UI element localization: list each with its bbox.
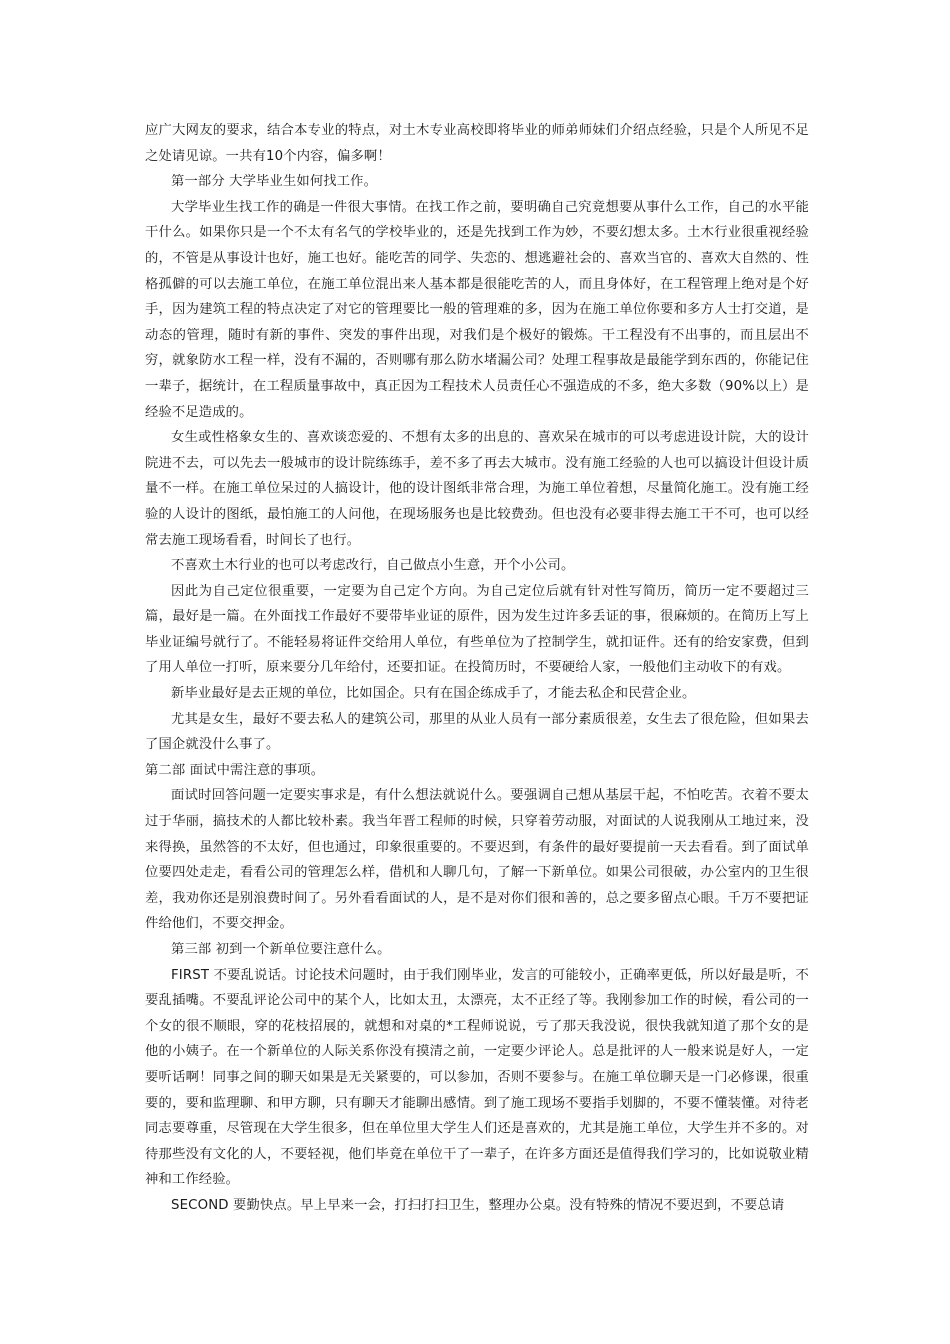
paragraph: 尤其是女生，最好不要去私人的建筑公司，那里的从业人员有一部分素质很差，女生去了很危险，但如果去了国企就没什么事了。 [145, 711, 809, 753]
paragraph: 不喜欢土木行业的也可以考虑改行，自己做点小生意，开个小公司。 [171, 558, 575, 574]
paragraph: 女生或性格象女生的、喜欢谈恋爱的、不想有太多的出息的、喜欢呆在城市的可以考虑进设计院，大的设计院进不去，可以先去一般城市的设计院练练手，差不多了再去大城市。没有施工经验的人也可以搞设计但设计质量不一样。在施工单位呆过的人搞设计，他的设计图纸非常合理，为施工单位着想，尽量简化施工。没有施工经验的人设计的图纸，最怕施工的人问他，在现场服务也是比较费劲。但也没有必要非得去施工干不可，也可以经常去施工现场看看，时间长了也行。 [145, 430, 809, 548]
paragraph: 因此为自己定位很重要，一定要为自己定个方向。为自己定位后就有针对性写简历，简历一定不要超过三篇，最好是一篇。在外面找工作最好不要带毕业证的原件，因为发生过许多丢证的事，很麻烦的。在简历上写上毕业证编号就行了。不能轻易将证件交给用人单位，有些单位为了控制学生，就扣证件。还有的给安家费，但到了用人单位一打听，原来要分几年给付，还要扣证。在投简历时，不要硬给人家，一般他们主动收下的有戏。 [145, 583, 809, 676]
paragraph: 面试时回答问题一定要实事求是，有什么想法就说什么。要强调自己想从基层干起，不怕吃苦。衣着不要太过于华丽，搞技术的人都比较朴素。我当年晋工程师的时候，只穿着劳动服，对面试的人说我刚从工地过来，没来得换，虽然答的不太好，但也通过，印象很重要的。不要迟到，有条件的最好要提前一天去看看。到了面试单位要四处走走，看看公司的管理怎么样，借机和人聊几句，了解一下新单位。如果公司很破，办公室内的卫生很差，我劝你还是别浪费时间了。另外看看面试的人，是不是对你们很和善的，总之要多留点心眼。千万不要把证件给他们，不要交押金。 [145, 788, 809, 932]
document-page [145, 118, 809, 1219]
section-heading-part-3: 第三部 初到一个新单位要注意什么。 [171, 942, 391, 957]
paragraph-second: SECOND 要勤快点。早上早来一会，打扫打扫卫生，整理办公桌。没有特殊的情况不要迟到，不要总请 [171, 1197, 785, 1213]
paragraph-intro: 应广大网友的要求，结合本专业的特点，对土木专业高校即将毕业的师弟师妹们介绍点经验，只是个人所见不足之处请见谅。一共有10个内容，偏多啊！ [145, 123, 809, 164]
paragraph: 新毕业最好是去正规的单位，比如国企。只有在国企练成手了，才能去私企和民营企业。 [171, 686, 696, 702]
paragraph: 大学毕业生找工作的确是一件很大事情。在找工作之前，要明确自己究竟想要从事什么工作，自己的水平能干什么。如果你只是一个不太有名气的学校毕业的，还是先找到工作为妙，不要幻想太多。土木行业很重视经验的，不管是从事设计也好，施工也好。能吃苦的同学、失恋的、想逃避社会的、喜欢当官的、喜欢大自然的、性格孤僻的可以去施工单位，在施工单位混出来人基本都是很能吃苦的人，而且身体好，在工程管理上绝对是个好手，因为建筑工程的特点决定了对它的管理要比一般的管理难的多，因为在施工单位你要和多方人士打交道，是动态的管理，随时有新的事件、突发的事件出现，对我们是个极好的锻炼。干工程没有不出事的，而且层出不穷，就象防水工程一样，没有不漏的，否则哪有那么防水堵漏公司？处理工程事故是最能学到东西的，你能记住一辈子，据统计，在工程质量事故中，真正因为工程技术人员责任心不强造成的不多，绝大多数（90%以上）是经验不足造成的。 [145, 199, 809, 420]
section-heading-part-2: 第二部 面试中需注意的事项。 [145, 762, 325, 778]
paragraph-first: FIRST 不要乱说话。讨论技术问题时，由于我们刚毕业，发言的可能较小，正确率更低，所以好最是听，不要乱插嘴。不要乱评论公司中的某个人，比如太丑，太漂亮，太不正经了等。我刚参加工作的时候，看公司的一个女的很不顺眼，穿的花枝招展的，就想和对桌的*工程师说说，亏了那天我没说，很快我就知道了那个女的是他的小姨子。在一个新单位的人际关系你没有摸清之前，一定要少评论人。总是批评的人一般来说是好人，一定要听话啊！同事之间的聊天如果是无关紧要的，可以参加，否则不要参与。在施工单位聊天是一门必修课，很重要的，要和监理聊、和甲方聊，只有聊天才能聊出感情。到了施工现场不要指手划脚的，不要不懂装懂。对待老同志要尊重，尽管现在大学生很多，但在单位里大学生人们还是喜欢的，尤其是施工单位，大学生并不多的。对待那些没有文化的人，不要轻视，他们毕竟在单位干了一辈子，在许多方面还是值得我们学习的，比如说敬业精神和工作经验。 [145, 967, 809, 1188]
section-heading-part-1: 第一部分 大学毕业生如何找工作。 [171, 174, 378, 190]
